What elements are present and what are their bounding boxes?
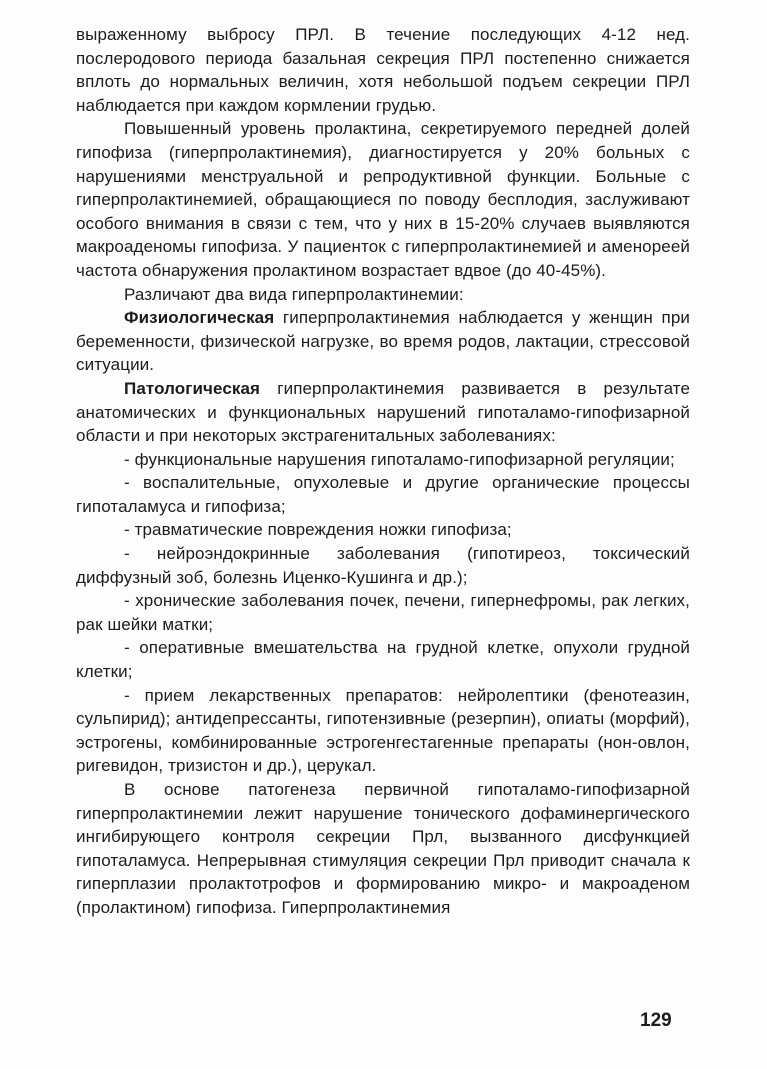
- list-item: - прием лекарственных препаратов: нейролептики (фенотеазин, сульпирид); антидепрессанты, гипотензивные (резерпин), опиаты (морфий), эстрогены, комбинированные эстрогенгестагенные препараты (нон-овлон, ригевидон, тризистон и др.), церукал.: [76, 685, 690, 776]
- paragraph-pathological: [76, 377, 690, 448]
- term-pathological: Патологическая: [124, 378, 261, 398]
- list-item: - воспалительные, опухолевые и другие органические процессы гипоталамуса и гипофиза;: [76, 473, 690, 516]
- body-text: [76, 23, 690, 920]
- paragraph-hyperprolactinemia: Повышенный уровень пролактина, секретируемого передней долей гипофиза (гиперпролактинемия), диагностируется у 20% больных с нарушениями менструальной и репродуктивной функции. Больные с гиперпролактинемией, обращающиеся по поводу бесплодия, заслуживают особого внимания в связи с тем, что у них в 15-20% случаев выявляются макроаденомы гипофиза. У пациенток с гиперпролактинемией и аменореей частота обнаружения пролактином возрастает вдвое (до 40-45%).: [76, 119, 690, 280]
- pathological-description: гиперпролактинемия развивается в результате анатомических и функциональных нарушений гипоталамо-гипофизарной области и при некоторых экстрагенитальных заболеваниях:: [76, 378, 690, 446]
- paragraph-two-types: Различают два вида гиперпролактинемии:: [124, 284, 464, 304]
- physiological-description: гиперпролактинемия наблюдается у женщин при беременности, физической нагрузке, во время родов, лактации, стрессовой ситуации.: [76, 308, 690, 375]
- list-item: - хронические заболевания почек, печени, гипернефромы, рак легких, рак шейки матки;: [76, 591, 690, 634]
- term-physiological: Физиологическая: [124, 308, 275, 328]
- page-number: 129: [640, 1010, 672, 1031]
- paragraph-physiological: [76, 306, 690, 377]
- list-item: - нейроэндокринные заболевания (гипотиреоз, токсический диффузный зоб, болезнь Иценко-Кушинга и др.);: [76, 544, 690, 587]
- list-item: - травматические повреждения ножки гипофиза;: [124, 520, 512, 540]
- list-item: - оперативные вмешательства на грудной клетке, опухоли грудной клетки;: [76, 638, 690, 682]
- list-item: - функциональные нарушения гипоталамо-гипофизарной регуляции;: [124, 449, 675, 469]
- paragraph-pathogenesis: В основе патогенеза первичной гипоталамо-гипофизарной гиперпролактинемии лежит нарушение тонического дофаминергического ингибирующего контроля секреции Прл, вызванного дисфункцией гипоталамуса. Непрерывная стимуляция секреции Прл приводит сначала к гиперплазии пролактотрофов и формированию микро- и макроаденом (пролактином) гипофиза. Гиперпролактинемия: [76, 780, 690, 917]
- paragraph-continuation: выраженному выбросу ПРЛ. В течение последующих 4-12 нед. послеродового периода базальная секреция ПРЛ постепенно снижается вплоть до нормальных величин, хотя небольшой подъем секреции ПРЛ наблюдается при каждом кормлении грудью.: [76, 25, 690, 115]
